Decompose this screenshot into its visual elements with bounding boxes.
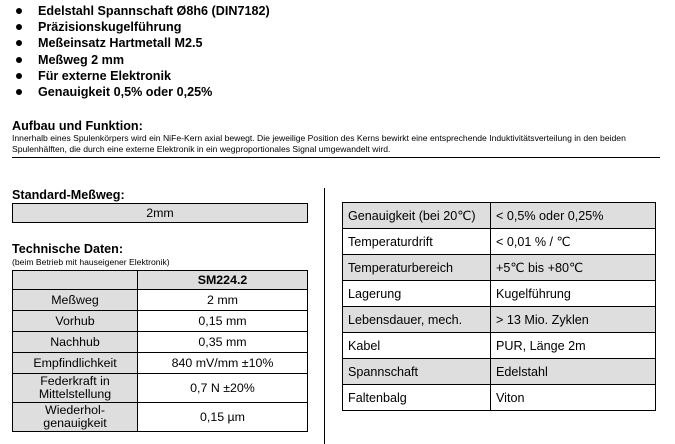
table-row	[13, 311, 308, 332]
technical-data-section	[12, 242, 308, 432]
feature-text: Meßeinsatz Hartmetall M2.5	[38, 36, 203, 51]
spec-label: Vorhub	[13, 311, 138, 332]
property-value: +5℃ bis +80℃	[491, 255, 656, 281]
property-value: Viton	[491, 385, 656, 411]
table-row	[13, 374, 308, 403]
spec-label: Federkraft in Mittelstellung	[13, 374, 138, 403]
property-value: > 13 Mio. Zyklen	[491, 307, 656, 333]
feature-list	[16, 3, 270, 100]
feature-item	[16, 19, 270, 35]
properties-table	[342, 202, 656, 411]
property-name: Faltenbalg	[343, 385, 491, 411]
property-name: Kabel	[343, 333, 491, 359]
table-row	[343, 281, 656, 307]
table-row	[343, 359, 656, 385]
property-name: Lagerung	[343, 281, 491, 307]
property-name: Spannschaft	[343, 359, 491, 385]
header-empty-cell	[13, 271, 138, 290]
table-row	[343, 203, 656, 229]
spec-value: 0,35 mm	[138, 332, 308, 353]
bullet-icon	[16, 89, 22, 95]
standard-messweg-value: 2mm	[12, 203, 308, 223]
spec-label: Wiederhol-genauigkeit	[13, 403, 138, 432]
aufbau-title: Aufbau und Funktion:	[12, 119, 143, 133]
feature-text: Meßweg 2 mm	[38, 52, 125, 67]
technical-data-note: (beim Betrieb mit hauseigener Elektronik)	[12, 257, 170, 267]
property-name: Temperaturbereich	[343, 255, 491, 281]
bullet-icon	[16, 73, 22, 79]
bullet-icon	[16, 8, 22, 14]
property-name: Genauigkeit (bei 20℃)	[343, 203, 491, 229]
technical-data-table	[12, 270, 308, 432]
table-row	[343, 333, 656, 359]
table-row	[13, 332, 308, 353]
feature-text: Genauigkeit 0,5% oder 0,25%	[38, 85, 213, 100]
property-name: Lebensdauer, mech.	[343, 307, 491, 333]
table-row	[343, 385, 656, 411]
spec-value: 2 mm	[138, 290, 308, 311]
bullet-icon	[16, 40, 22, 46]
feature-item	[16, 84, 270, 100]
table-row	[13, 403, 308, 432]
feature-item	[16, 52, 270, 68]
property-name: Temperaturdrift	[343, 229, 491, 255]
bullet-icon	[16, 24, 22, 30]
aufbau-section	[12, 119, 660, 158]
table-row	[343, 229, 656, 255]
spec-value: 0,15 µm	[138, 403, 308, 432]
table-row	[13, 353, 308, 374]
table-row	[343, 307, 656, 333]
property-value: PUR, Länge 2m	[491, 333, 656, 359]
spec-value: 0,7 N ±20%	[138, 374, 308, 403]
spec-value: 0,15 mm	[138, 311, 308, 332]
left-column	[12, 188, 308, 432]
property-value: < 0,5% oder 0,25%	[491, 203, 656, 229]
feature-text: Präzisionskugelführung	[38, 20, 182, 35]
model-header: SM224.2	[138, 271, 308, 290]
bullet-icon	[16, 57, 22, 63]
feature-text: Für externe Elektronik	[38, 68, 171, 83]
standard-messweg-title: Standard-Meßweg:	[12, 188, 125, 202]
feature-item	[16, 35, 270, 51]
feature-item	[16, 68, 270, 84]
technical-data-title: Technische Daten:	[12, 242, 124, 256]
spec-value: 840 mV/mm ±10%	[138, 353, 308, 374]
feature-item	[16, 3, 270, 19]
spec-label: Meßweg	[13, 290, 138, 311]
table-header-row	[13, 271, 308, 290]
property-value: Edelstahl	[491, 359, 656, 385]
spec-label: Empfindlichkeit	[13, 353, 138, 374]
aufbau-text: Innerhalb eines Spulenkörpers wird ein NiFe-Kern axial bewegt. Die jeweilige Position des Kerns bewirkt eine entsprechende Induktivitätsverteilung in den beiden Spulenhälften, die durch eine externe Elektronik in ein wegproportionales Signal umgewandelt wird.	[12, 133, 626, 154]
table-row	[13, 290, 308, 311]
column-divider	[324, 188, 325, 444]
spec-label: Nachhub	[13, 332, 138, 353]
property-value: Kugelführung	[491, 281, 656, 307]
property-value: < 0,01 % / ℃	[491, 229, 656, 255]
feature-text: Edelstahl Spannschaft Ø8h6 (DIN7182)	[38, 4, 270, 18]
table-row	[343, 255, 656, 281]
